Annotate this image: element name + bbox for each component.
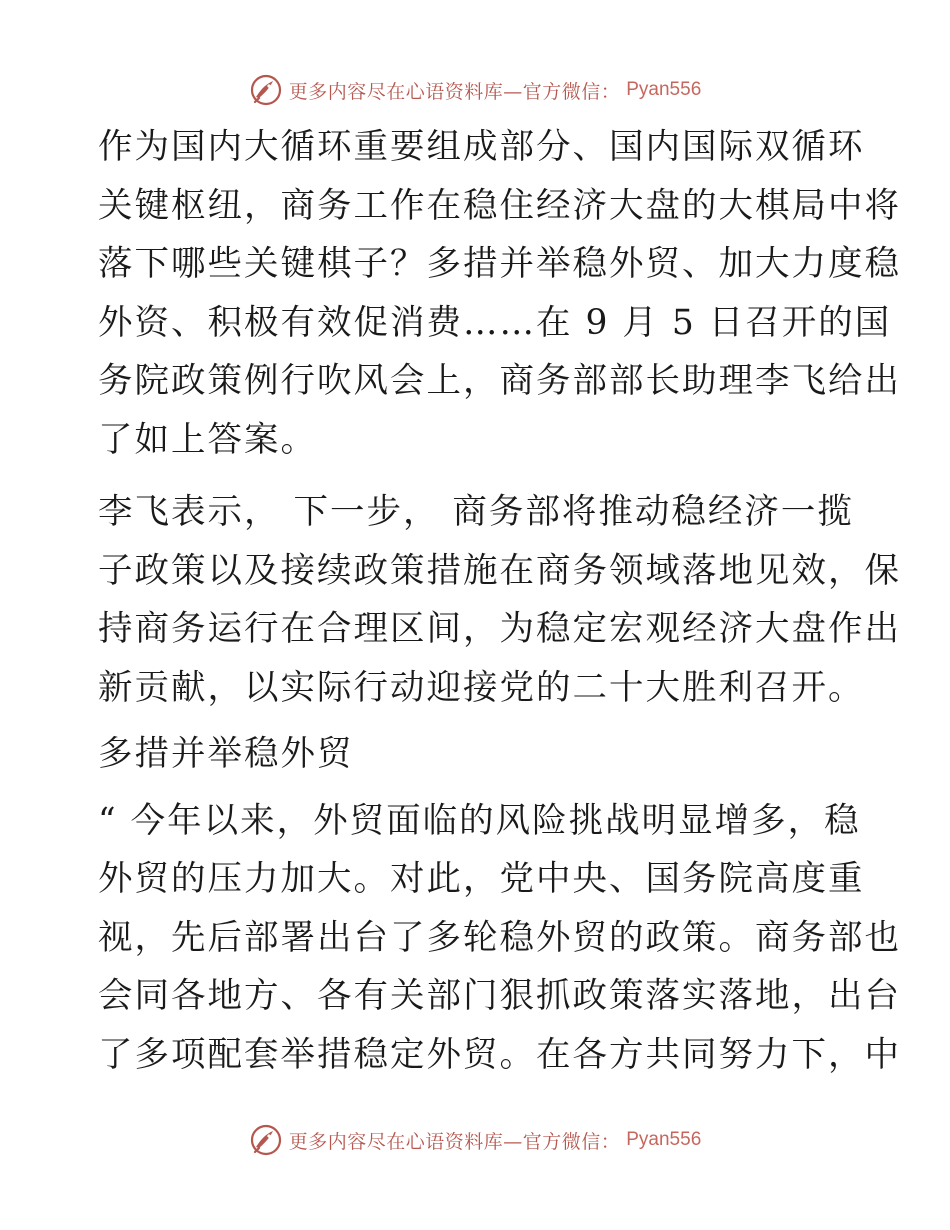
paragraph-2: [98, 483, 901, 717]
pen-logo-icon: [249, 1123, 283, 1157]
paragraph-line: 了多项配套举措稳定外贸。在各方共同努力下，中: [98, 1034, 901, 1075]
paragraph-line: 会同各地方、各有关部门狠抓政策落实落地，出台: [98, 976, 901, 1016]
paragraph-line: 子政策以及接续政策措施在商务领域落地见效，保: [98, 550, 901, 591]
paragraph-line: 持商务运行在合理区间，为稳定宏观经济大盘作出: [98, 609, 901, 649]
paragraph-1: [98, 118, 901, 469]
paragraph-line: 务院政策例行吹风会上，商务部部长助理李飞给出: [98, 361, 901, 401]
watermark-text: 更多内容尽在心语资料库—官方微信：: [288, 80, 621, 103]
paragraph-line: 外贸的压力加大。对此，党中央、国务院高度重: [98, 859, 865, 899]
pen-logo-icon: [249, 73, 283, 107]
paragraph-line: 了如上答案。: [98, 419, 317, 460]
footer-watermark: [0, 1120, 950, 1160]
paragraph-line: 关键枢纽，商务工作在稳住经济大盘的大棋局中将: [98, 185, 901, 226]
watermark-text: 更多内容尽在心语资料库—官方微信：: [288, 1130, 621, 1153]
section-heading: [98, 725, 850, 784]
watermark-id: Pyan556: [626, 79, 702, 100]
heading-line: 多措并举稳外贸: [98, 734, 354, 774]
paragraph-line: “ 今年以来，外贸面临的风险挑战明显增多，稳: [98, 800, 861, 841]
paragraph-line: 作为国内大循环重要组成部分、国内国际双循环: [98, 127, 865, 167]
paragraph-line: 落下哪些关键棋子？多措并举稳外贸、加大力度稳: [98, 244, 901, 284]
paragraph-line: 新贡献，以实际行动迎接党的二十大胜利召开。: [98, 667, 865, 708]
watermark-id: Pyan556: [626, 1129, 702, 1150]
paragraph-line: 李飞表示， 下一步， 商务部将推动稳经济一揽: [98, 492, 854, 532]
paragraph-3: [98, 792, 901, 1085]
paragraph-line: 外资、积极有效促消费……在 9 月 5 日召开的国: [98, 302, 892, 343]
paragraph-line: 视，先后部署出台了多轮稳外贸的政策。商务部也: [98, 917, 901, 958]
document-body: [98, 118, 901, 1084]
header-watermark: [0, 70, 950, 110]
